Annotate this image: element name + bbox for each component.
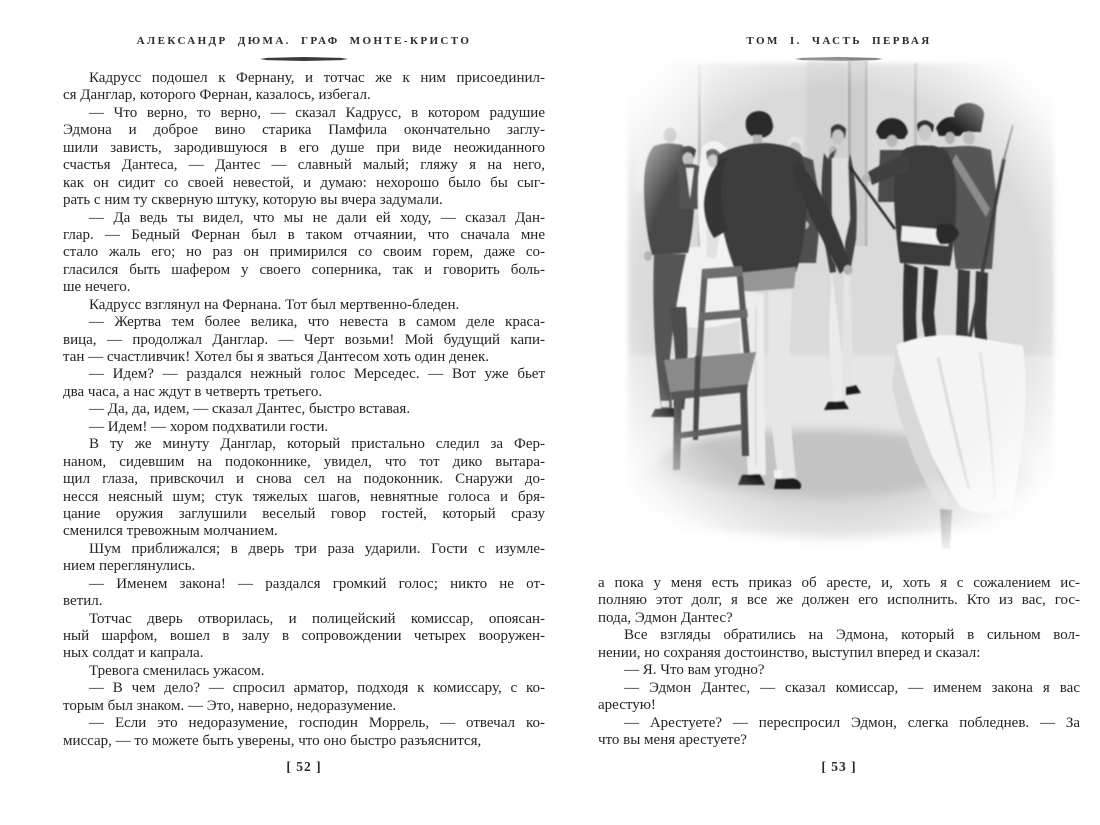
paragraph [63,419,545,436]
text-line: Кадрусс подошел к Фернану, и тотчас же к ним присоединил- [89,70,545,86]
engraving-svg [598,56,1080,558]
text-line: — Именем закона! — раздался громкий голос; никто не от- [89,575,545,592]
text-line: ных солдат и капрала. [63,645,204,662]
paragraph [63,105,545,210]
text-line: — Жертва тем более велика, что невеста в самом деле краса- [89,314,545,331]
text-line: — Идем! — хором подхватили гости. [89,418,329,435]
text-line: счастья Дантеса, — Дантес — славный малый; гляжу я на него, [63,157,545,174]
text-line: Кадрусс взглянул на Фернана. Тот был мертвенно-бледен. [89,296,460,313]
running-head-right: ТОМ I. ЧАСТЬ ПЕРВАЯ [746,35,932,47]
text-line: сменился тревожным молчанием. [63,523,278,540]
text-line: Шум приближался; в дверь три раза ударили. Гости с изумле- [89,540,545,557]
page-number-left: [ 52 ] [286,759,322,774]
paragraph [598,575,1080,627]
text-line: полняю этот долг, я все же должен его исполнить. Кто из вас, гос- [598,592,1080,609]
text-line: нении, но сохраняя достоинство, выступил вперед и сказал: [598,644,981,661]
paragraph [598,662,1080,679]
text-line: — Идем? — раздался нежный голос Мерседес. — Вот уже бьет [89,366,545,383]
text-line: ся Данглар, которого Фернан, казалось, избегал. [63,87,371,104]
paragraph [598,680,1080,715]
paragraph [63,680,545,715]
paragraph [63,663,545,680]
text-line: — Да ведь ты видел, что мы не дали ей ходу, — сказал Дан- [89,209,545,226]
text-line: Все взгляды обратились на Эдмона, который в сильном вол- [624,627,1080,644]
body-text-right [598,575,1080,749]
text-line: гласился быть шафером у своего соперника, так и говорить боль- [63,261,545,278]
text-line: два часа, а нас ждут в четверть третьего. [63,383,323,400]
arrest-scene-illustration [598,56,1080,558]
text-line: Эдмона и доброе вино старика Памфила окончательно заглу- [63,122,545,139]
text-line: — Эдмон Дантес, — сказал комиссар, — именем закона я вас [624,679,1080,696]
text-line: пода, Эдмон Дантес? [598,609,733,626]
paragraph [598,715,1080,750]
paragraph [63,611,545,663]
text-line: рать с ним ту скверную штуку, которую вы вчера задумали. [63,192,443,209]
text-line: тан — счастливчик! Хотел бы я зваться Дантесом хоть один денек. [63,349,489,365]
text-line: что вы меня арестуете? [598,731,747,748]
text-line: ше нечего. [63,279,131,296]
text-line: а пока у меня есть приказ об аресте, и, хоть я с сожалением ис- [598,575,1080,591]
paragraph [63,366,545,401]
text-line: как он сидит со своей невестой, и думаю: нехорошо было бы сыг- [63,174,545,191]
text-line: — Если это недоразумение, господин Моррель, — отвечал ко- [89,715,545,732]
text-line: Тотчас дверь отворилась, и полицейский комиссар, опоясан- [89,610,545,627]
text-line: арестую! [598,697,656,714]
text-line: щил глаза, привскочил и снова сел на подоконник. Снаружи до- [63,471,545,488]
head-rule-left [260,57,348,61]
text-line: несся неясный шум; стук тяжелых шагов, невнятные голоса и бря- [63,488,545,505]
paragraph [63,314,545,366]
paragraph [63,70,545,105]
text-line: наном, сидевшим на подоконнике, увидел, что тот дико вытара- [63,453,545,470]
text-line: Тревога сменилась ужасом. [89,662,265,679]
text-line: — В чем дело? — спросил арматор, подходя к комиссару, с ко- [89,680,545,697]
paragraph [63,436,545,541]
paragraph [63,401,545,418]
text-line: ный шарфом, вошел в залу в сопровождении четырех вооружен- [63,628,545,644]
left-page [63,0,545,825]
running-head-left: АЛЕКСАНДР ДЮМА. ГРАФ МОНТЕ-КРИСТО [136,35,472,47]
text-line: стало жаль его; но раз он примирился со своим горем, даже со- [63,244,545,261]
text-line: — Да, да, идем, — сказал Дантес, быстро вставая. [89,401,411,418]
paragraph [63,541,545,576]
text-line: — Я. Что вам угодно? [624,662,765,679]
text-line: глар. — Бедный Фернан был в таком отчаянии, что сначала мне [63,226,545,243]
body-text-left [63,70,545,750]
paragraph [63,210,545,297]
text-line: ветил. [63,593,103,610]
paragraph [63,715,545,750]
text-line: вица, — продолжал Данглар. — Черт возьми! Мой будущий капи- [63,331,545,348]
page-number-right: [ 53 ] [821,759,857,774]
paragraph [63,576,545,611]
text-line: нием переглянулись. [63,558,196,575]
text-line: В ту же минуту Данглар, который пристально следил за Фер- [89,436,545,453]
paragraph [63,297,545,314]
text-line: миссар, — то можете быть уверены, что оно быстро разъяснится, [63,732,482,749]
text-line: — Арестуете? — переспросил Эдмон, слегка побледнев. — За [624,714,1080,731]
text-line: — Что верно, то верно, — сказал Кадрусс, в котором радушие [89,104,545,121]
text-line: шили зависть, зародившуюся в его душе при виде неожиданного [63,139,545,156]
text-line: цание оружия заглушили веселый говор гостей, который сразу [63,505,545,522]
paragraph [598,627,1080,662]
text-line: торым был знаком. — Это, наверно, недоразумение. [63,697,397,714]
right-page [598,0,1080,825]
